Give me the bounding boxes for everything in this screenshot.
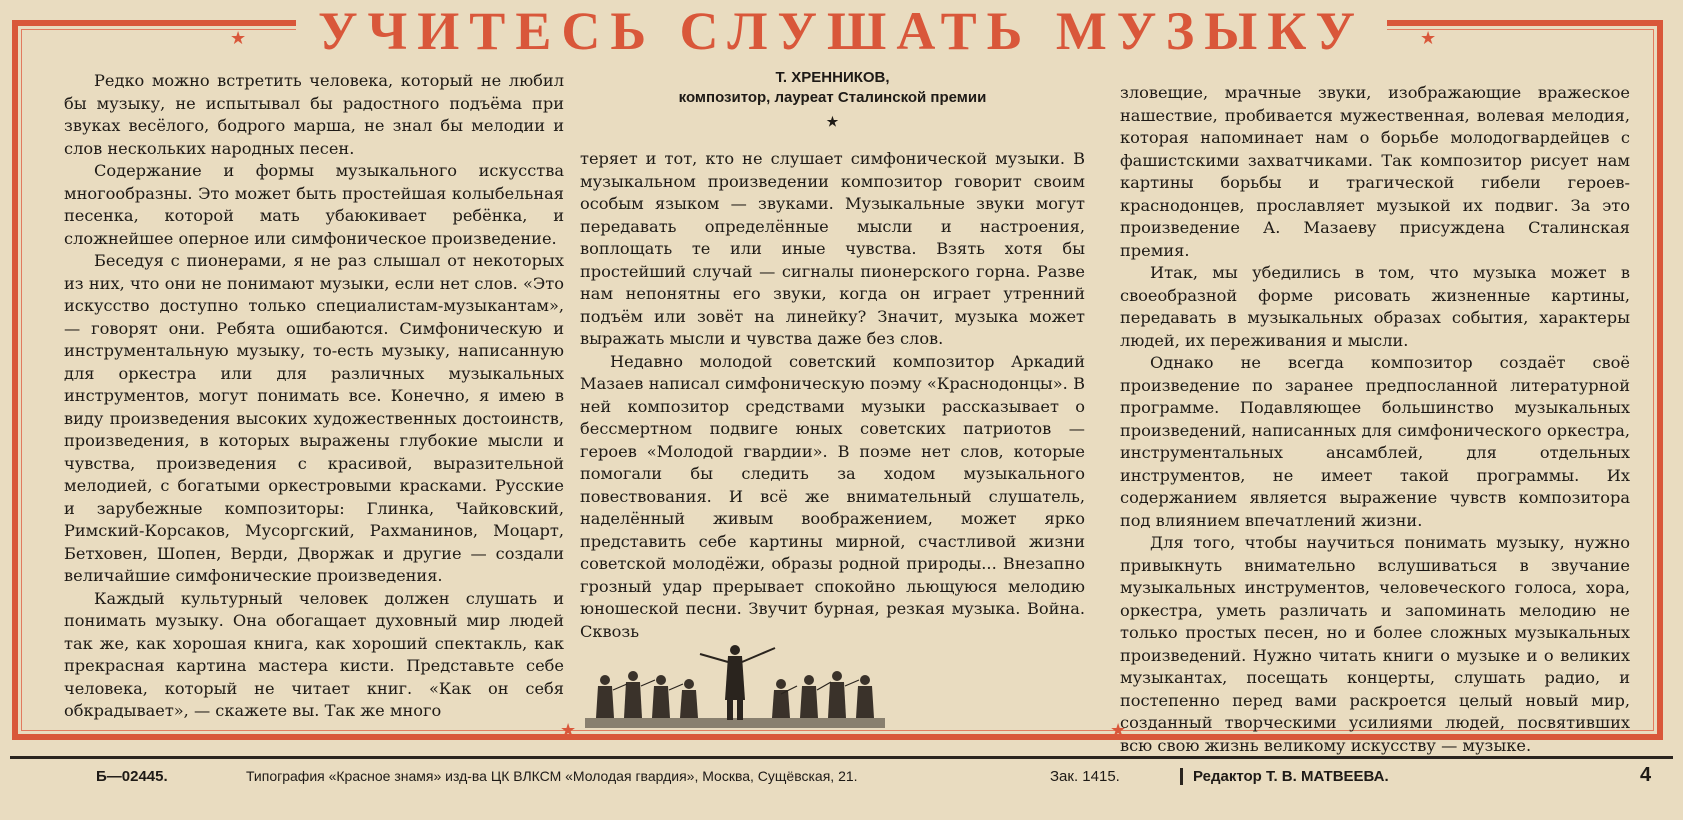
paragraph: Содержание и формы музыкального искусства многообразны. Это может быть простейшая колыбельная песенка, которой мать убаюкивает ребёнка, и сложнейшее оперное или симфоническое произведение. <box>64 161 564 248</box>
footer-rule <box>10 756 1673 759</box>
column-right <box>1120 82 1630 757</box>
paragraph: Каждый культурный человек должен слушать и понимать музыку. Она обогащает духовный мир людей так же, как хорошая книга, как хороший спектакль, как прекрасная картина мастера кисти. Представьте себе человека, который не читает книг. «Как он себя обкрадывает», — скажете вы. Так же много <box>64 588 564 720</box>
paragraph: Беседуя с пионерами, я не раз слышал от некоторых из них, что они не понимают музыки, если нет слов. «Это искусство доступно только специалистам-музыкантам», — говорят они. Ребята ошибаются. Симфоническую и инструментальную музыку, то-есть музыку, написанную для оркестра или для различных музыкальных инструментов, могут понимать все. Конечно, я имею в виду произведения высоких художественных достоинств, произведения, в которых выражены глубокие мысли и чувства, произведения с красивой, выразительной мелодией, с богатыми оркестровыми красками. Русские и зарубежные композиторы: Глинка, Чайковский, Римский-Корсаков, Мусоргский, Рахманинов, Моцарт, Бетховен, Шопен, Верди, Дворжак и другие — создали величайшие симфонические произведения. <box>64 251 564 585</box>
headline-text: УЧИТЕСЬ СЛУШАТЬ МУЗЫКУ <box>296 4 1387 58</box>
frame-star-bottom-left: ★ <box>560 720 577 741</box>
frame-star-top-left: ★ <box>230 28 247 49</box>
byline-star-icon: ★ <box>826 114 839 129</box>
paragraph: Однако не всегда композитор создаёт своё произведение по заранее предпосланной литературной программе. Подавляющее большинство музыкальных произведений, написанных для симфонического оркестра, инструментальных ансамблей, для отдельных инструментов, не имеет такой программы. Их содержанием является выражение чувств композитора под влиянием впечатлений жизни. <box>1120 353 1630 530</box>
orchestra-illustration <box>585 640 885 728</box>
author-name: Т. ХРЕННИКОВ, <box>775 69 890 86</box>
paragraph: Итак, мы убедились в том, что музыка может в своеобразной форме рисовать жизненные картины, передавать в музыкальных образах события, характеры людей, их переживания и мысли. <box>1120 263 1630 350</box>
paragraph: Недавно молодой советский композитор Аркадий Мазаев написал симфоническую поэму «Краснодонцы». В ней композитор средствами музыки рассказывает о бессмертном подвиге юных советских патриотов — героев «Молодой гвардии». В поэме нет слов, которые помогали бы следить за ходом музыкального повествования. И всё же внимательный слушатель, наделённый живым воображением, может ярко представить себе картины мирной, счастливой жизни советской молодёжи, образы родной природы... Внезапно грозный удар прерывает спокойно льющуюся мелодию юношеской песни. Звучит бурная, резкая музыка. Война. Сквозь <box>580 351 1085 641</box>
page-number: 4 <box>1640 764 1652 786</box>
paragraph: зловещие, мрачные звуки, изображающие вражеское нашествие, пробивается мужественная, волевая мелодия, которая напоминает нам о борьбе молодогвардейцев с фашистскими захватчиками. Так композитор рисует нам картины борьбы и трагической гибели героев-краснодонцев, прославляет музыкой их подвиг. За это произведение А. Мазаеву присуждена Сталинская премия. <box>1120 83 1630 260</box>
imprint-code: Б—02445. <box>96 768 168 785</box>
paragraph: Для того, чтобы научиться понимать музыку, нужно привыкнуть внимательно вслушиваться в звучание музыкальных инструментов, человеческого голоса, хора, оркестра, уметь различать и запоминать мелодию не только простых песен, но и более сложных музыкальных произведений. Нужно читать книги о музыке и о великих музыкантах, посещать концерты, слушать радио, и постепенно перед вами раскроется целый новый мир, созданный творческими усилиями людей, посвятивших всю свою жизнь великому искусству — музыке. <box>1120 533 1630 755</box>
paragraph: теряет и тот, кто не слушает симфонической музыки. В музыкальном произведении композитор говорит своим особым языком — звуками. Музыкальные звуки могут передавать определённые мысли и настроения, воплощать те или иные чувства. Взять хотя бы простейший случай — сигналы пионерского горна. Разве нам непонятны его звуки, когда он играет утренний подъём или зовёт на линейку? Значит, музыка может выражать мысли и чувства даже без слов. <box>580 149 1085 348</box>
editor-credit: Редактор Т. В. МАТВЕЕВА. <box>1180 768 1389 785</box>
imprint-footer <box>0 752 1683 812</box>
frame-star-bottom-right: ★ <box>1110 720 1127 741</box>
order-number: Зак. 1415. <box>1050 768 1120 785</box>
frame-star-top-right: ★ <box>1420 28 1437 49</box>
author-role: композитор, лауреат Сталинской премии <box>678 89 987 106</box>
column-left <box>64 70 564 723</box>
byline <box>580 68 1085 132</box>
printer-info: Типография «Красное знамя» изд-ва ЦК ВЛКСМ «Молодая гвардия», Москва, Сущёвская, 21. <box>246 768 858 784</box>
column-middle <box>580 148 1085 643</box>
paragraph: Редко можно встретить человека, который не любил бы музыку, не испытывал бы радостного подъёма при звуках весёлого, бодрого марша, не знал бы мелодии и слов нескольких народных песен. <box>64 71 564 158</box>
